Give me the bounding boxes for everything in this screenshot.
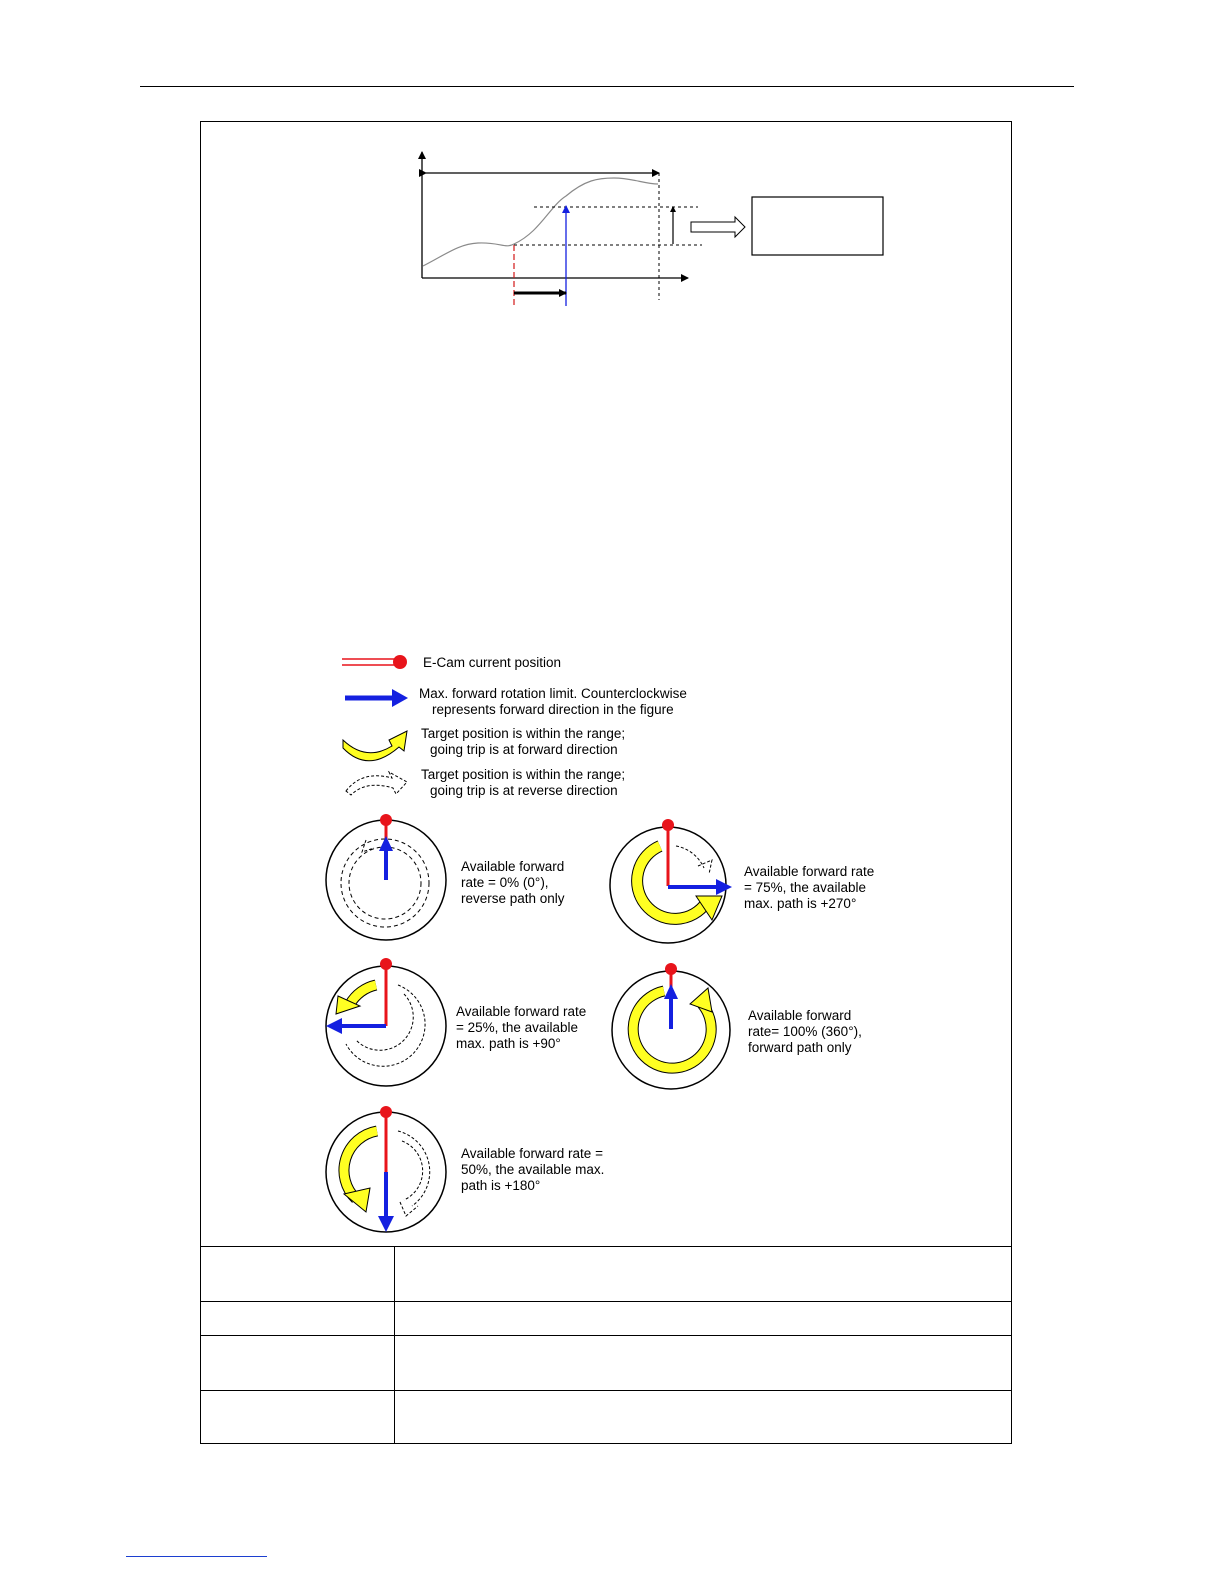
dial-75-text-line1: Available forward rate xyxy=(744,864,875,879)
legend-forward-trip-line1: Target position is within the range; xyxy=(421,726,626,741)
dial-75-text-line2: = 75%, the available xyxy=(744,880,866,895)
dial-50-text-line3: path is +180° xyxy=(461,1178,541,1193)
dial-0-percent xyxy=(326,814,446,940)
legend-forward-trip-symbol xyxy=(343,731,407,761)
table-row-divider xyxy=(200,1390,1012,1391)
legend-reverse-trip-line1: Target position is within the range; xyxy=(421,767,626,782)
hollow-pointer-arrow xyxy=(691,217,745,237)
dial-0-text-line2: rate = 0% (0°), xyxy=(461,875,549,890)
dial-50-text-line1: Available forward rate = xyxy=(461,1146,603,1161)
dial-75-text-line3: max. path is +270° xyxy=(744,896,857,911)
cam-curve xyxy=(423,178,658,266)
dial-50-percent xyxy=(326,1106,446,1232)
legend-forward-trip-line2: going trip is at forward direction xyxy=(430,742,618,757)
legend xyxy=(342,655,687,798)
table-top-rule xyxy=(200,1246,1012,1247)
dial-100-text-line3: forward path only xyxy=(748,1040,852,1055)
dial-100-text-line1: Available forward xyxy=(748,1008,852,1023)
dial-25-percent xyxy=(326,958,446,1086)
legend-current-position-symbol xyxy=(342,655,407,669)
dial-100-text-line2: rate= 100% (360°), xyxy=(748,1024,862,1039)
legend-reverse-trip-line2: going trip is at reverse direction xyxy=(430,783,618,798)
dial-100-percent xyxy=(612,963,730,1089)
dial-25-text-line3: max. path is +90° xyxy=(456,1036,561,1051)
legend-forward-limit-line1: Max. forward rotation limit. Counterclockwise xyxy=(419,686,687,701)
legend-forward-limit-symbol xyxy=(345,689,408,707)
legend-current-position-label: E-Cam current position xyxy=(423,655,562,670)
result-box xyxy=(752,197,883,255)
dial-75-percent xyxy=(610,819,732,943)
dial-0-text-line1: Available forward xyxy=(461,859,565,874)
table-row-divider xyxy=(200,1301,1012,1302)
table-column-divider xyxy=(394,1246,395,1444)
dial-25-text-line2: = 25%, the available xyxy=(456,1020,578,1035)
footer-link-underline[interactable] xyxy=(126,1556,267,1557)
legend-reverse-trip-symbol xyxy=(346,772,407,795)
cam-curve-diagram xyxy=(422,152,883,306)
legend-forward-limit-line2: represents forward direction in the figure xyxy=(432,702,674,717)
table-row-divider xyxy=(200,1335,1012,1336)
dial-0-text-line3: reverse path only xyxy=(461,891,565,906)
dial-25-text-line1: Available forward rate xyxy=(456,1004,587,1019)
dial-50-text-line2: 50%, the available max. xyxy=(461,1162,605,1177)
